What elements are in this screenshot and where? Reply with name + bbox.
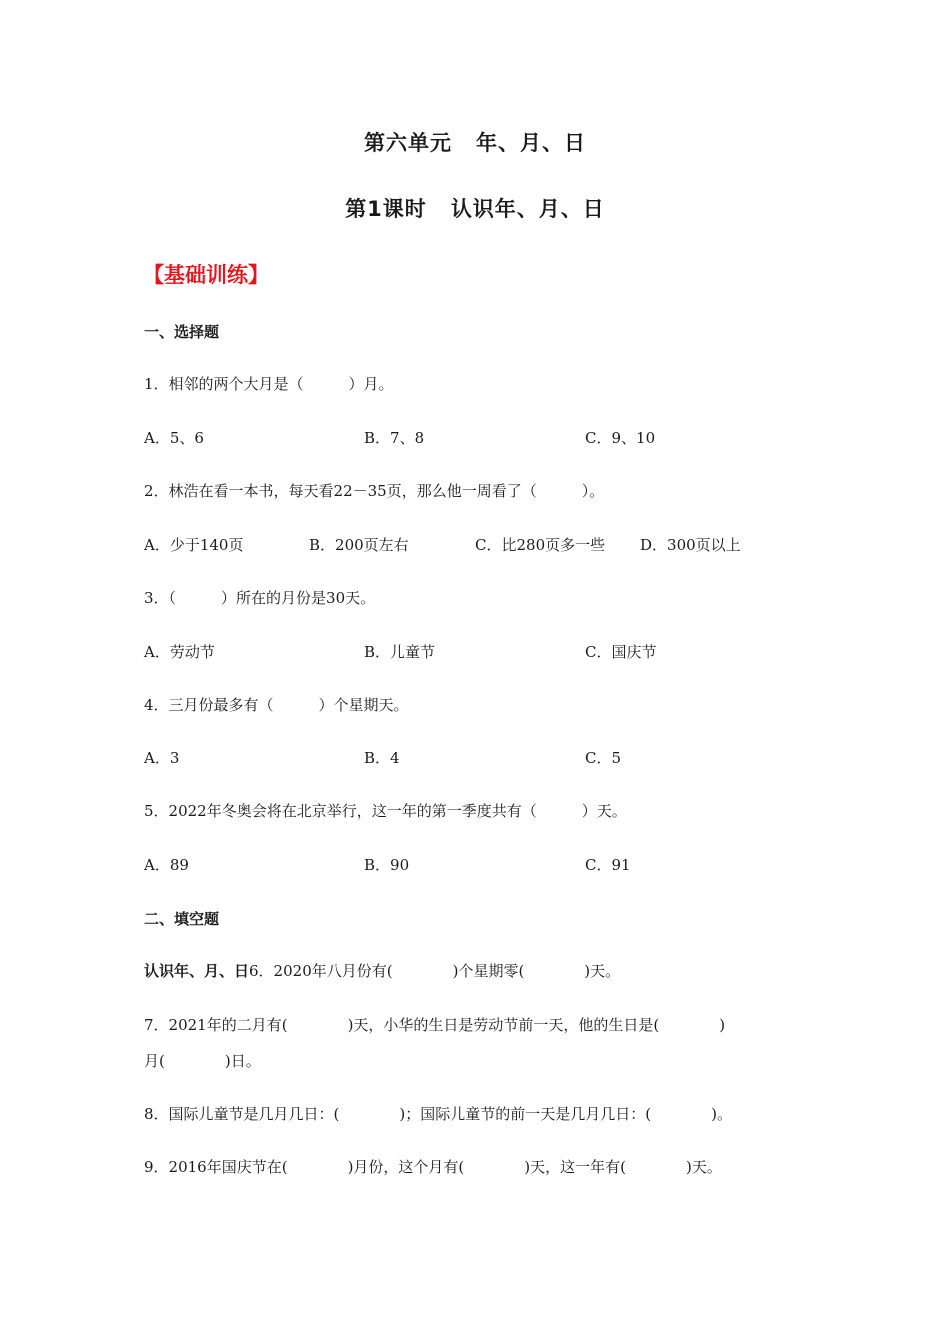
q2-option-c: C．比280页多一些 [475, 536, 606, 554]
unit-title [0, 127, 950, 157]
lesson-title [0, 193, 950, 223]
question-3: 3．（ ）所在的月份是30天。 [144, 589, 376, 607]
question-1: 1．相邻的两个大月是（ ）月。 [144, 375, 394, 393]
q4-option-c: C．5 [585, 749, 622, 767]
question-9: 9．2016年国庆节在( )月份，这个月有( )天，这一年有( )天。 [144, 1158, 722, 1176]
q6-prefix: 认识年、月、日 [144, 962, 250, 980]
question-2: 2．林浩在看一本书，每天看22－35页，那么他一周看了（ ）。 [144, 482, 605, 500]
lesson-title-right: 认识年、月、日 [450, 197, 605, 221]
q5-option-c: C．91 [585, 856, 631, 874]
q3-option-b: B．儿童节 [364, 643, 436, 661]
q3-option-c: C．国庆节 [585, 643, 657, 661]
unit-title-left: 第六单元 [364, 131, 452, 155]
question-7-line-1: 7．2021年的二月有( )天，小华的生日是劳动节前一天，他的生日是( ) [144, 1016, 726, 1034]
q5-option-a: A．89 [144, 856, 189, 874]
question-8: 8．国际儿童节是几月几日：( )；国际儿童节的前一天是几月几日：( )。 [144, 1105, 732, 1123]
q2-option-a: A．少于140页 [144, 536, 244, 554]
q1-option-a: A．5、6 [144, 429, 204, 447]
section-label: 【基础训练】 [143, 263, 269, 287]
q4-option-a: A．3 [144, 749, 180, 767]
q2-option-d: D．300页以上 [640, 536, 741, 554]
q6-text: 6．2020年八月份有( )个星期零( )天。 [249, 962, 621, 980]
q1-option-c: C．9、10 [585, 429, 656, 447]
lesson-title-left: 第1课时 [345, 197, 427, 221]
q1-option-b: B．7、8 [364, 429, 425, 447]
question-5: 5．2022年冬奥会将在北京举行，这一年的第一季度共有（ ）天。 [144, 802, 627, 820]
question-4: 4．三月份最多有（ ）个星期天。 [144, 696, 409, 714]
q5-option-b: B．90 [364, 856, 410, 874]
part1-heading: 一、选择题 [144, 323, 220, 341]
question-6 [144, 961, 620, 981]
part2-heading: 二、填空题 [144, 910, 220, 928]
q4-option-b: B．4 [364, 749, 400, 767]
q2-option-b: B．200页左右 [309, 536, 409, 554]
q3-option-a: A．劳动节 [144, 643, 215, 661]
question-7-line-2: 月( )日。 [144, 1052, 261, 1070]
unit-title-right: 年、月、日 [476, 131, 586, 155]
